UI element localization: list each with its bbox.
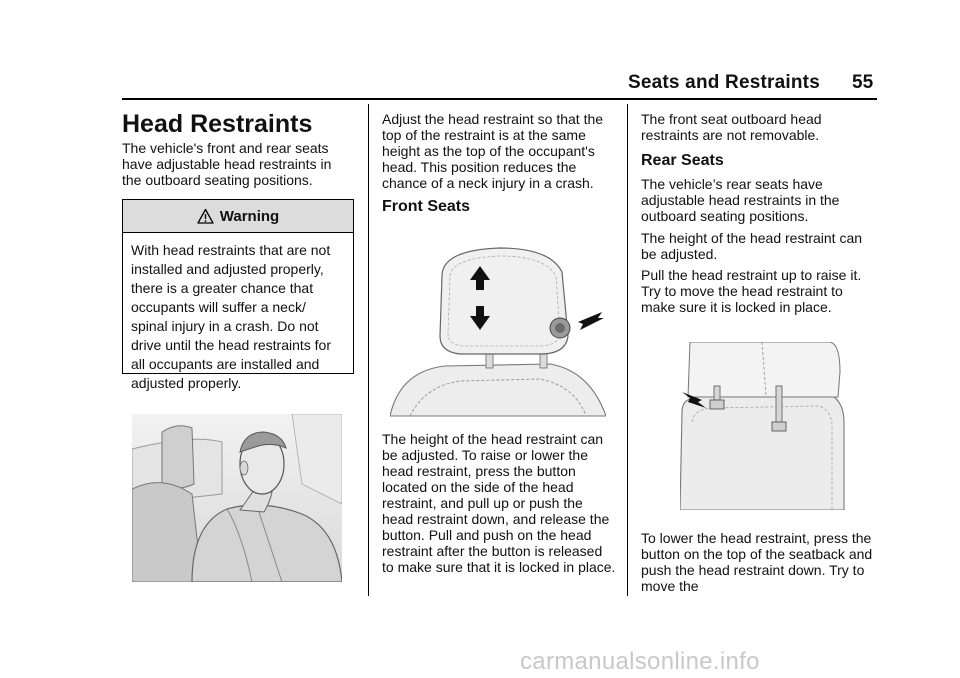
lower-paragraph: To lower the head restraint, press the button on the top of the seatback and push the head restraint down. Try to move the (641, 530, 873, 594)
warning-title: Warning (219, 207, 280, 225)
rear-height-paragraph: The height of the head restraint can be adjusted. (641, 230, 863, 262)
adjust-paragraph: Adjust the head restraint so that the top of the restraint is at the same height as the top of the occupant's head. This position reduces the chance of a neck injury in a crash. (382, 111, 604, 191)
header-rule (122, 98, 877, 100)
warning-box (122, 199, 354, 391)
warning-triangle-icon (197, 208, 214, 224)
intro-paragraph: The vehicle's front and rear seats have adjustable head restraints in the outboard seating positions. (122, 140, 332, 188)
front-head-restraint-illustration (390, 246, 606, 418)
rear-seats-heading: Rear Seats (641, 152, 724, 169)
driver-head-restraint-illustration (132, 414, 342, 582)
rear-head-restraint-illustration (680, 342, 846, 510)
front-seats-heading: Front Seats (382, 198, 471, 215)
warning-header (123, 200, 353, 233)
running-header-section: Seats and Restraints (628, 72, 820, 93)
warning-body: With head restraints that are not installed and adjusted properly, there is a greater chance that occupants will suffer a neck/ spinal injury in a crash. Do not drive until the head restraints for all occupants are installed and adjusted properly. (131, 242, 331, 391)
rear-intro-paragraph: The vehicle’s rear seats have adjustable head restraints in the outboard seating positions. (641, 176, 840, 224)
watermark: carmanualsonline.info (520, 648, 760, 675)
raise-paragraph: Pull the head restraint up to raise it. Try to move the head restraint to make sure it is locked in place. (641, 267, 862, 315)
column-divider-1 (368, 104, 369, 596)
height-adjust-paragraph: The height of the head restraint can be adjusted. To raise or lower the head restraint, press the button located on the side of the head restraint, and pull up or push the head restraint down, and release the button. Pull and push on the head restraint after the button is released to make sure that it is locked in place. (382, 431, 616, 575)
column-divider-2 (627, 104, 628, 596)
page-number: 55 (852, 72, 874, 93)
page-title: Head Restraints (122, 110, 313, 138)
front-not-removable-paragraph: The front seat outboard head restraints are not removable. (641, 111, 822, 143)
